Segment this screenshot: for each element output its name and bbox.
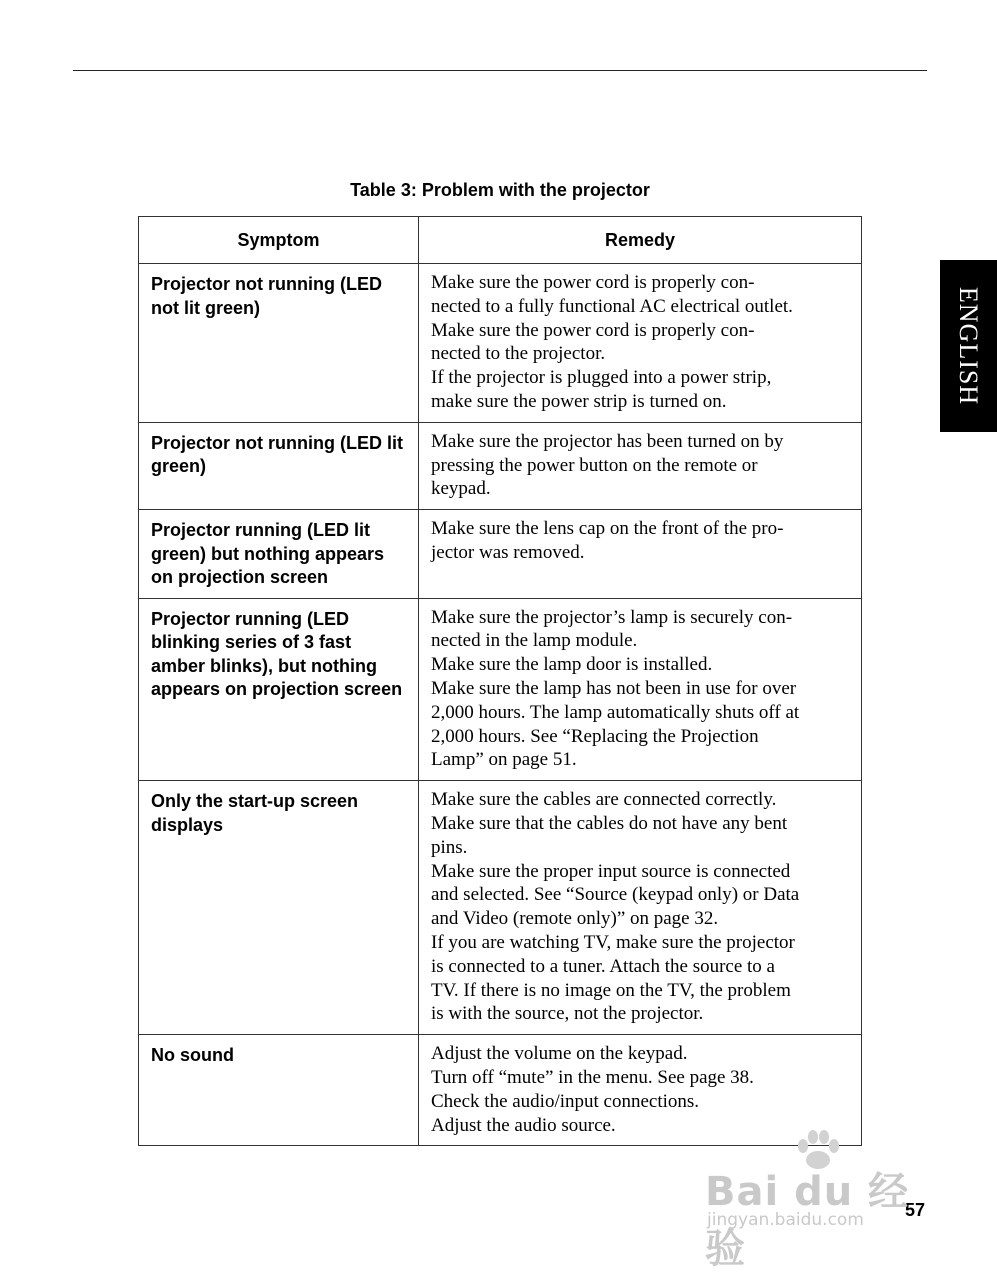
remedy-cell <box>419 422 862 509</box>
baidu-watermark <box>705 1130 945 1272</box>
remedy-line: keypad. <box>431 478 491 500</box>
remedy-line: nected to the projector. <box>431 343 606 365</box>
language-tab <box>940 260 997 432</box>
remedy-line: pressing the power button on the remote or <box>431 454 758 476</box>
troubleshooting-table <box>138 216 862 1146</box>
remedy-line: TV. If there is no image on the TV, the problem <box>431 979 791 1001</box>
remedy-line: make sure the power strip is turned on. <box>431 390 727 412</box>
table-row <box>139 422 862 509</box>
remedy-cell <box>419 781 862 1035</box>
header-rule <box>73 70 927 71</box>
remedy-line: Make sure the lamp door is installed. <box>431 654 713 676</box>
remedy-cell <box>419 1035 862 1146</box>
symptom-cell: Projector not running (LED not lit green) <box>139 264 419 423</box>
table-header-row <box>139 217 862 264</box>
watermark-url-text: jingyan.baidu.com <box>707 1210 864 1230</box>
remedy-line: 2,000 hours. The lamp automatically shuts off at <box>431 701 800 723</box>
watermark-main-text: Bai du 经验 <box>705 1169 910 1272</box>
symptom-cell: Projector not running (LED lit green) <box>139 422 419 509</box>
table-row <box>139 1035 862 1146</box>
remedy-cell <box>419 598 862 781</box>
symptom-cell: Only the start-up screen displays <box>139 781 419 1035</box>
remedy-line: If the projector is plugged into a power strip, <box>431 367 772 389</box>
language-tab-label: ENGLISH <box>954 286 984 406</box>
remedy-line: Make sure the proper input source is connected <box>431 860 791 882</box>
remedy-cell <box>419 510 862 599</box>
table-title: Table 3: Problem with the projector <box>350 180 650 200</box>
symptom-cell: Projector running (LED blinking series of 3 fast amber blinks), but nothing appears on projection screen <box>139 598 419 781</box>
remedy-line: Adjust the volume on the keypad. <box>431 1043 688 1065</box>
table-row <box>139 510 862 599</box>
remedy-line: and selected. See “Source (keypad only) or Data <box>431 884 800 906</box>
remedy-line: Lamp” on page 51. <box>431 749 577 771</box>
remedy-line: Make sure the power cord is properly con- <box>431 319 755 341</box>
table-row <box>139 781 862 1035</box>
column-header-symptom: Symptom <box>139 217 419 264</box>
remedy-line: Make sure the cables are connected correctly. <box>431 789 777 811</box>
remedy-line: Adjust the audio source. <box>431 1114 616 1136</box>
remedy-line: is with the source, not the projector. <box>431 1003 704 1025</box>
remedy-line: nected to a fully functional AC electrical outlet. <box>431 295 793 317</box>
table-row <box>139 264 862 423</box>
remedy-line: pins. <box>431 836 468 858</box>
remedy-line: Make sure the projector has been turned on by <box>431 430 784 452</box>
symptom-cell: Projector running (LED lit green) but nothing appears on projection screen <box>139 510 419 599</box>
remedy-line: and Video (remote only)” on page 32. <box>431 908 719 930</box>
page-number: 57 <box>904 1200 925 1220</box>
remedy-line: Make sure the projector’s lamp is securely con- <box>431 606 793 628</box>
remedy-line: nected in the lamp module. <box>431 630 638 652</box>
remedy-line: Make sure the power cord is properly con- <box>431 272 755 293</box>
column-header-remedy: Remedy <box>419 217 862 264</box>
remedy-line: Make sure that the cables do not have any bent <box>431 813 788 835</box>
symptom-cell: No sound <box>139 1035 419 1146</box>
remedy-line: Make sure the lamp has not been in use for over <box>431 678 797 700</box>
remedy-line: 2,000 hours. See “Replacing the Projection <box>431 725 759 747</box>
remedy-line: Check the audio/input connections. <box>431 1090 700 1112</box>
remedy-line: is connected to a tuner. Attach the source to a <box>431 955 775 977</box>
table-row <box>139 598 862 781</box>
remedy-line: jector was removed. <box>431 541 585 563</box>
remedy-line: Turn off “mute” in the menu. See page 38. <box>431 1067 754 1089</box>
remedy-cell <box>419 264 862 423</box>
remedy-line: If you are watching TV, make sure the projector <box>431 932 795 954</box>
remedy-line: Make sure the lens cap on the front of the pro- <box>431 518 784 540</box>
